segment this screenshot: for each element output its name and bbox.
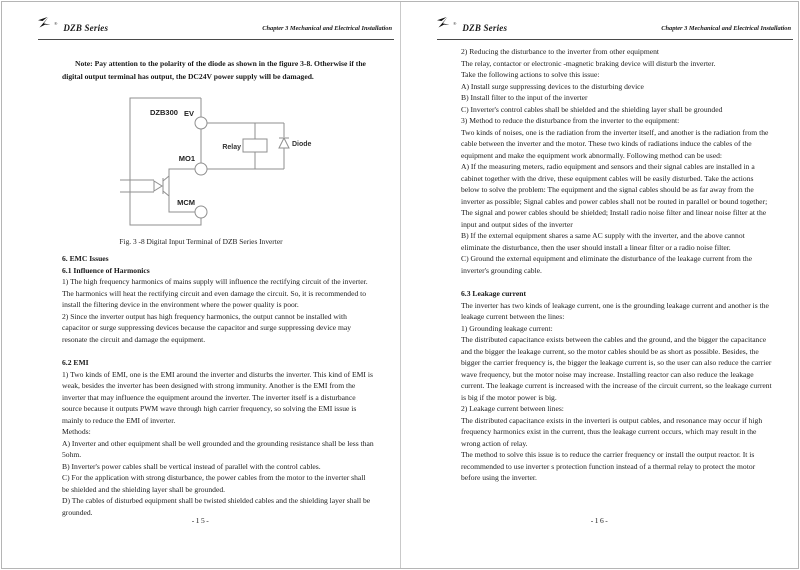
- right-page-body: [461, 46, 773, 484]
- paragraph: Methods:: [62, 427, 91, 436]
- paragraph: C) For the application with strong disturbance, the power cables from the motor to the inverter shall be shielded and the shielding layer shall be grounded.: [62, 473, 366, 494]
- paragraph: A) Install surge suppressing devices to the disturbing device: [461, 81, 644, 91]
- paragraph: B) Inverter's power cables shall be vertical instead of parallel with the control cables.: [62, 461, 321, 471]
- optocoupler-led: [154, 181, 162, 191]
- paragraph: Two kinds of noises, one is the radiation from the inverter itself, and another is the radiation from the cable between the inverter and the motor. These two kinds of radiations induce the cables of the equipment and make the equipment work abnormally. Following method can be used:: [461, 127, 769, 160]
- paragraph: A) If the measuring meters, radio equipment and sensors and their signal cables are installed in a cabinet together with the drive, these equipment cables will be easily disturbed. Take the actions below to solve the problem: The equipment and the signal cables should be as far away from the inverter as possible; Signal cables and power cables shall not be routed in parallel or bound together; The signal and power cables should be shielded; Install radio noise filter and linear noise filter at the input and output sides of the inverter: [461, 162, 768, 229]
- brand-logo-icon: [38, 16, 52, 34]
- paragraph: 1) Grounding leakage current:: [461, 323, 553, 333]
- brand: [437, 15, 507, 33]
- registered-mark: ®: [54, 21, 58, 26]
- relay-label: Relay: [222, 144, 241, 151]
- section-heading: 6. EMC Issues: [62, 254, 109, 263]
- paragraph: 2) Leakage current between lines:: [461, 404, 564, 413]
- section-heading: 6.3 Leakage current: [461, 289, 527, 298]
- diode-symbol: [279, 138, 289, 148]
- document-sheet: [1, 1, 799, 569]
- paragraph: D) The cables of disturbed equipment shall be twisted shielded cables and the shielding layer shall be grounded.: [62, 496, 371, 517]
- page-number: -15-: [191, 516, 211, 525]
- section-heading: 6.2 EMI: [62, 358, 89, 367]
- paragraph: The method to solve this issue is to reduce the carrier frequency or install the output reactor. It is recommended to use inverter s protection function instead of a thermal relay to protect the motor before using the inverter.: [461, 450, 756, 482]
- paragraph: B) Install filter to the input of the inverter: [461, 93, 588, 102]
- chapter-title: Chapter 3 Mechanical and Electrical Installation: [262, 25, 392, 32]
- paragraph: The inverter has two kinds of leakage current, one is the grounding leakage current and another is the leakage current between the lines:: [461, 300, 769, 321]
- terminal-ev-circle: [195, 117, 207, 129]
- section-heading: 6.1 Influence of Harmonics: [62, 265, 150, 275]
- paragraph: A) Inverter and other equipment shall be well grounded and the grounding resistance shall be less than 5ohm.: [62, 438, 374, 459]
- paragraph: 2) Reducing the disturbance to the inverter from other equipment: [461, 47, 660, 56]
- paragraph: 1) Two kinds of EMI, one is the EMI around the inverter and disturbs the inverter. This kind of EMI is weak, besides the inverter has been designed with strong immunity. Another is the EMI from the inverter that may influence the equipment around the inverter. The inverter itself is a disturbance source because it outputs PWM wave through high carrier frequency, so solving the EMI issue is mainly to reduce the EMI of inverter.: [62, 369, 373, 425]
- brand-logo-icon: [437, 16, 451, 34]
- brand-name: DZB Series: [63, 23, 109, 33]
- paragraph: 1) The high frequency harmonics of mains supply will influence the rectifying circuit of the inverter. The harmonics will heat the rectifying circuit and even damage the circuit. So, it is recommended to install the filtering device in the environment where the power quality is poor.: [62, 277, 368, 309]
- brand-name: DZB Series: [462, 23, 508, 33]
- paragraph: The distributed capacitance exists between the cables and the ground, and the bigger the capacitance and the bigger the leakage current, so the motor cables should be as short as possible. Besides, the bigger the carrier frequency is, the bigger the leakage current is, so the user can also reduce the carrier wave frequency, but the motor noise may increase. Installing reactor can also reduce the leakage current. The leakage current is increased with the increase of the circuit current, so the leakage current is big if the motor power is big.: [461, 335, 772, 402]
- paragraph: The distributed capacitance exists in the inverteri is output cables, and resonance may occur if high frequency harmonics exist in the current, thus the leakage current occurs, which may result in the wrong action of relay.: [461, 415, 763, 448]
- device-label: DZB300: [150, 108, 178, 117]
- terminal-mcm-circle: [195, 206, 207, 218]
- page-header: [38, 15, 392, 33]
- figure-3-8-diagram: [110, 92, 345, 237]
- paragraph: B) If the external equipment shares a same AC supply with the inverter, and the above cannot eliminate the disturbance, then the user should install a linear filter or a radio noise filter.: [461, 231, 745, 252]
- page-15: [2, 2, 400, 568]
- relay-box: [243, 139, 267, 152]
- page-16: [400, 2, 799, 568]
- paragraph: C) Ground the external equipment and eliminate the disturbance of the leakage current from the inverter's grounding cable.: [461, 254, 752, 275]
- note-paragraph: Note: Pay attention to the polarity of the diode as shown in the figure 3-8. Otherwise if the digital output terminal has output, the DC24V power supply will be damaged.: [62, 59, 366, 81]
- paragraph: C) Inverter's control cables shall be shielded and the shielding layer shall be grounded: [461, 104, 723, 114]
- terminal-ev-label: EV: [183, 109, 194, 118]
- figure-caption: Fig. 3 -8 Digital Input Terminal of DZB Series Inverter: [119, 237, 283, 246]
- terminal-mo1-label: MO1: [178, 154, 195, 163]
- header-rule: [437, 39, 793, 40]
- registered-mark: ®: [453, 21, 457, 26]
- terminal-mcm-label: MCM: [177, 198, 195, 207]
- page-number: -16-: [590, 516, 610, 525]
- page-header: [437, 15, 791, 33]
- chapter-title: Chapter 3 Mechanical and Electrical Installation: [661, 25, 791, 32]
- brand: [38, 15, 108, 33]
- left-page-body: [62, 253, 374, 518]
- paragraph: The relay, contactor or electronic -magnetic braking device will disturb the inverter.: [461, 58, 716, 68]
- paragraph: Take the following actions to solve this issue:: [461, 70, 600, 79]
- header-rule: [38, 39, 394, 40]
- terminal-mo1-circle: [195, 163, 207, 175]
- paragraph: 3) Method to reduce the disturbance from the inverter to the equipment:: [461, 116, 680, 125]
- paragraph: 2) Since the inverter output has high frequency harmonics, the output cannot be installed with capacitor or surge suppressing devices because the capacitor and surge suppressing device may resonate the circuit and damage the equipment.: [62, 311, 352, 344]
- diode-label: Diode: [292, 141, 312, 148]
